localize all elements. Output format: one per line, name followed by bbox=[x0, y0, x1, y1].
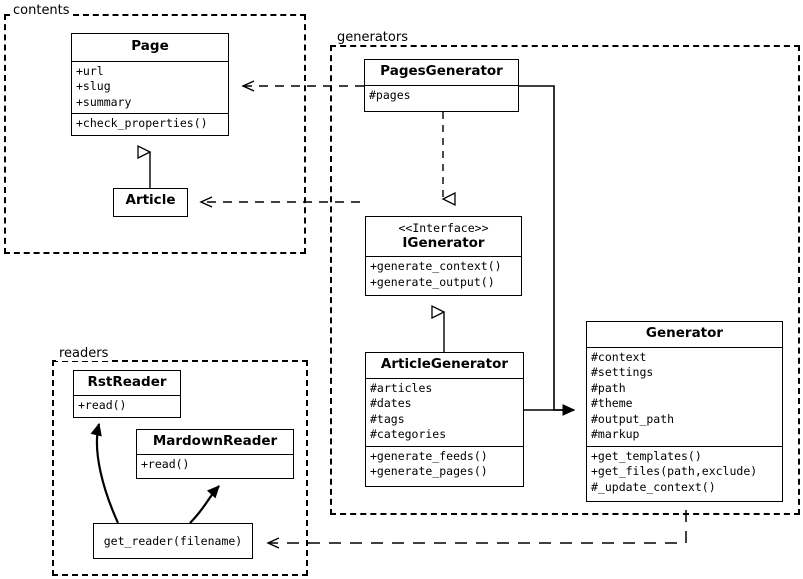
class-page-attributes bbox=[72, 61, 228, 114]
class-generator-attributes bbox=[587, 347, 782, 446]
operation-row: +check_properties() bbox=[76, 116, 208, 131]
package-contents-label: contents bbox=[10, 3, 73, 18]
operation-row: +generate_context() bbox=[370, 259, 502, 274]
operation-row: +generate_pages() bbox=[370, 464, 488, 479]
class-page[interactable] bbox=[71, 33, 229, 136]
package-readers-label: readers bbox=[56, 346, 111, 361]
function-get-reader[interactable] bbox=[93, 523, 253, 559]
attribute-row: #path bbox=[591, 380, 626, 395]
class-rst-reader-name: RstReader bbox=[87, 374, 167, 390]
attribute-row: #markup bbox=[591, 427, 640, 442]
class-article-generator-attributes bbox=[366, 378, 523, 446]
class-generator-operations bbox=[587, 446, 782, 499]
operation-row: +generate_feeds() bbox=[370, 448, 488, 463]
class-page-operations bbox=[72, 113, 228, 135]
attribute-row: +summary bbox=[76, 94, 132, 109]
class-generator-name: Generator bbox=[645, 325, 724, 341]
class-page-name: Page bbox=[131, 38, 169, 54]
operation-row: +read() bbox=[78, 397, 127, 412]
class-rst-reader[interactable] bbox=[73, 370, 181, 418]
attribute-row: #categories bbox=[370, 427, 447, 442]
operation-row: #_update_context() bbox=[591, 479, 716, 494]
class-mardown-reader-name: MardownReader bbox=[152, 433, 278, 449]
attribute-row: +slug bbox=[76, 79, 111, 94]
class-pages-generator[interactable] bbox=[364, 59, 519, 112]
attribute-row: #articles bbox=[370, 380, 433, 395]
operation-row: +read() bbox=[141, 456, 190, 471]
class-article-generator[interactable] bbox=[365, 352, 524, 487]
class-pages-generator-name: PagesGenerator bbox=[380, 63, 503, 79]
operation-row: +get_files(path,exclude) bbox=[591, 464, 758, 479]
class-generator[interactable] bbox=[586, 321, 783, 502]
operation-row: +get_templates() bbox=[591, 448, 702, 463]
attribute-row: #theme bbox=[591, 396, 633, 411]
attribute-row: #output_path bbox=[591, 411, 675, 426]
attribute-row: #dates bbox=[370, 396, 412, 411]
class-article-name: Article bbox=[125, 192, 176, 208]
class-article[interactable] bbox=[113, 188, 188, 217]
class-article-generator-name: ArticleGenerator bbox=[380, 356, 509, 372]
attribute-row: #settings bbox=[591, 365, 654, 380]
class-igenerator[interactable] bbox=[365, 216, 522, 296]
class-igenerator-stereotype: <<Interface>> bbox=[398, 221, 489, 235]
class-article-generator-operations bbox=[366, 446, 523, 483]
class-igenerator-operations bbox=[366, 256, 521, 293]
operation-row: +generate_output() bbox=[370, 274, 495, 289]
class-igenerator-name bbox=[366, 217, 521, 256]
function-get-reader-label: get_reader(filename) bbox=[103, 534, 243, 548]
package-generators-label: generators bbox=[334, 30, 411, 45]
class-igenerator-label: IGenerator bbox=[402, 234, 485, 251]
class-pages-generator-attributes bbox=[365, 85, 518, 107]
class-mardown-reader[interactable] bbox=[136, 429, 294, 479]
attribute-row: #pages bbox=[369, 87, 411, 102]
attribute-row: #tags bbox=[370, 411, 405, 426]
class-mardown-reader-operations bbox=[137, 454, 293, 476]
attribute-row: +url bbox=[76, 63, 104, 78]
class-rst-reader-operations bbox=[74, 395, 180, 417]
attribute-row: #context bbox=[591, 349, 647, 364]
